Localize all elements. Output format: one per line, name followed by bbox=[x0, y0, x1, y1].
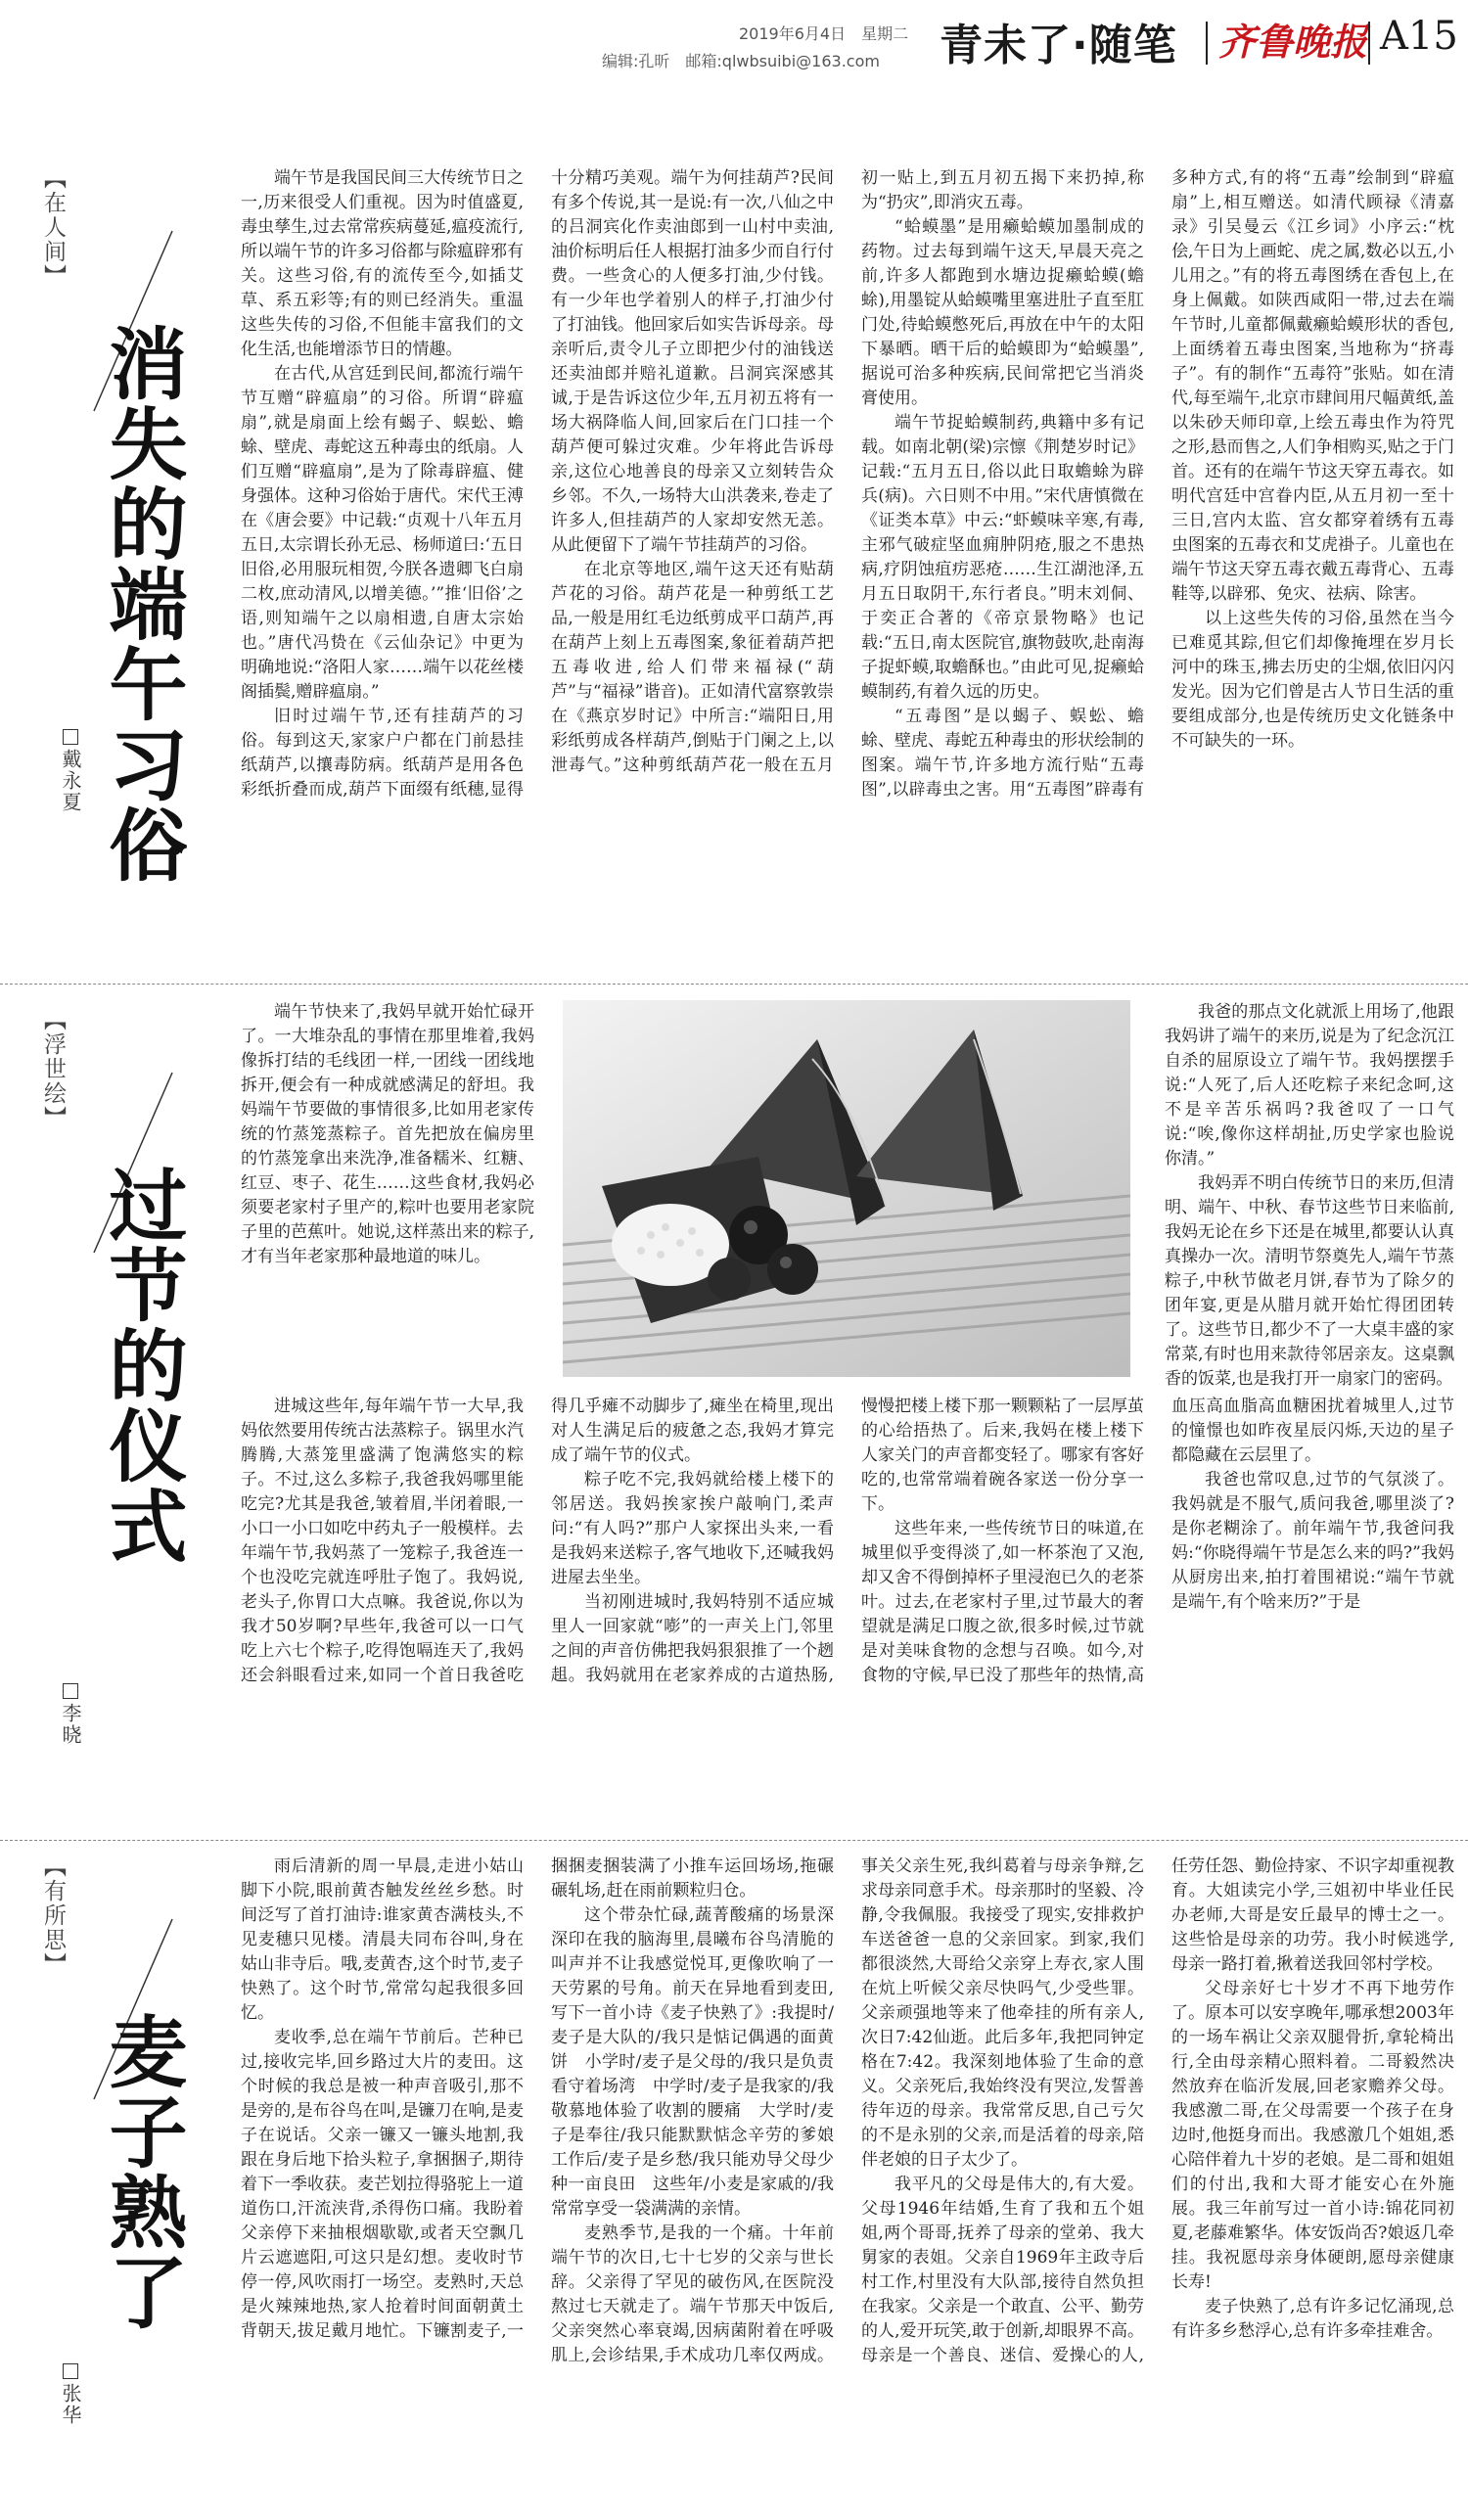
paragraph: “五毒图”是以蝎子、蜈蚣、蟾蜍、壁虎、毒蛇五种毒虫的形状绘制的图案。端午节,许多地方流行贴“五毒图”,以辟毒虫之害。用“五毒图”辟毒有多种方式,有的将“五毒”绘制到“辟瘟扇”上,相互赠送。如清代顾禄《清嘉录》引吴曼云《江乡词》小序云:“枕侩,午日为上画蛇、虎之属,数必以五,小儿用之。”有的将五毒图绣在香包上,在身上佩戴。如陕西咸阳一带,过去在端午节时,儿童都佩戴癞蛤蟆形状的香包,上面绣着五毒虫图案,当地称为“挤毒子”。有的制作“五毒符”张贴。如在清代,每至端午,北京市肆间用尺幅黄纸,盖以朱砂天师印章,上绘五毒虫作为符咒之形,悬而售之,人们争相购买,贴之于门首。还有的在端午节这天穿五毒衣。如明代宫廷中宫眷内臣,从五月初一至十三日,宫内太监、宫女都穿着绣有五毒虫图案的五毒衣和艾虎褂子。儿童也在端午节这天穿五毒衣戴五毒背心、五毒鞋等,以辟邪、免灾、祛病、除害。 bbox=[861, 168, 1454, 800]
paragraph: 进城这些年,每年端午节一大早,我妈依然要用传统古法蒸粽子。锅里水汽腾腾,大蒸笼里盛满了饱满悠实的粽子。不过,这么多粽子,我爸我妈哪里能吃完?尤其是我爸,皱着眉,半闭着眼,一小口一小口如吃中药丸子一般模样。去年端午节,我妈蒸了一笼粽子,我爸连一个也没吃完就连呼肚子饱了。我妈说,老头子,你胃口大点嘛。我爸说,你以为我才50岁啊?早些年,我爸可以一口气吃上六七个粽子,吃得饱嗝连天了,我妈还会斜眼看过来,如同一个首日我爸吃得几乎瘫不动脚步了,瘫坐在椅里,现出对人生满足后的疲惫之态,我妈才算完成了端午节的仪式。 bbox=[241, 1397, 834, 1685]
issue-date: 2019年6月4日 星期二 bbox=[739, 24, 909, 43]
column-title: 青未了·随笔 bbox=[940, 21, 1177, 70]
page-header bbox=[0, 0, 1468, 78]
paragraph: 雨后清新的周一早晨,走进小姑山脚下小院,眼前黄杏触发丝丝乡愁。时间泛写了首打油诗:谁家黄杏满枝头,不见麦穗只见楼。清晨夫同布谷叫,身在姑山非寺后。哦,麦黄杏,这个时节,麦子快熟了。这个时节,常常勾起我很多回忆。 bbox=[241, 1856, 524, 2023]
article-author: 戴永夏 bbox=[57, 729, 85, 813]
paragraph: 在北京等地区,端午这天还有贴葫芦花的习俗。葫芦花是一种剪纸工艺品,一般是用红毛边纸剪成平口葫芦,再在葫芦上刻上五毒图案,象征着葫芦把五毒收进,给人们带来福禄(“葫芦”与“福禄”谐音)。正如清代富察敦崇在《燕京岁时记》中所言:“端阳日,用彩纸剪成各样葫芦,倒贴于门阑之上,以泄毒气。”这种剪纸葫芦花一般在五月初一贴上,到五月初五揭下来扔掉,称为“扔灾”,即消灾五毒。 bbox=[551, 168, 1144, 775]
paragraph: 我爸的那点文化就派上用场了,他跟我妈讲了端午的来历,说是为了纪念沉江自杀的屈原设立了端午节。我妈摆摆手说:“人死了,后人还吃粽子来纪念呵,这不是辛苦乐祸吗?我爸叹了一口气说:“唉,像你这样胡扯,历史学家也脸说你清。” bbox=[1165, 1002, 1454, 1168]
article-title: 过节的仪式 bbox=[96, 1165, 187, 1566]
section-tag: 【有所思】 bbox=[40, 1855, 66, 1977]
article-body bbox=[241, 1855, 1454, 2505]
header-divider bbox=[1368, 22, 1370, 65]
paragraph: 在古代,从宫廷到民间,都流行端午节互赠“辟瘟扇”的习俗。所谓“辟瘟扇”,就是扇面上绘有蝎子、蜈蚣、蟾蜍、壁虎、毒蛇这五种毒虫的纸扇。人们互赠“辟瘟扇”,是为了除毒辟瘟、健身强体。这种习俗始于唐代。宋代王溥在《唐会要》中记载:“贞观十八年五月五日,太宗谓长孙无忌、杨师道曰:‘五日旧俗,必用服玩相贺,今朕各遗卿飞白扇二枚,庶动清风,以增美德。’”推‘旧俗’之语,则知端午之以扇相遗,自唐太宗始也。”唐代冯贽在《云仙杂记》中更为明确地说:“洛阳人家……端午以花丝楼阁插鬓,赠辟瘟扇。” bbox=[241, 364, 524, 702]
paragraph: 以上这些失传的习俗,虽然在当今已难觅其踪,但它们却像掩埋在岁月长河中的珠玉,拂去历史的尘烟,依旧闪闪发光。因为它们曾是古人节日生活的重要组成部分,也是传统历史文化链条中不可缺失的一环。 bbox=[1171, 609, 1454, 751]
paragraph: 这个带杂忙碌,蔬菁酸痛的场景深深印在我的脑海里,晨曦布谷鸟清脆的叫声并不让我感觉悦耳,更像吹响了一天劳累的号角。前天在异地看到麦田,写下一首小诗《麦子快熟了》:我提时/麦子是大队的/我只是惦记偶遇的面黄饼 小学时/麦子是父母的/我只是负责看守着场湾 中学时/麦子是我家的/我敬慕地体验了收割的腰痛 大学时/麦子是奉往/我只能默默惦念辛劳的爹娘 工作后/麦子是乡愁/我只能劝导父母少种一亩良田 这些年/小麦是家戚的/我常常享受一袋满满的亲情。 bbox=[551, 1905, 850, 2219]
section-divider bbox=[0, 984, 1468, 985]
paragraph: 麦子快熟了,总有许多记忆涌现,总有许多乡愁浮心,总有许多牵挂难舍。 bbox=[1171, 2297, 1454, 2341]
section-divider bbox=[0, 1840, 1468, 1841]
section-tag: 【浮世绘】 bbox=[40, 1008, 66, 1130]
section-tag: 【在人间】 bbox=[40, 166, 66, 289]
header-divider bbox=[1206, 22, 1208, 65]
paragraph: 端午节是我国民间三大传统节日之一,历来很受人们重视。因为时值盛夏,毒虫孳生,过去常常疾病蔓延,瘟疫流行,所以端午节的许多习俗都与除瘟辟邪有关。这些习俗,有的流传至今,如插艾草、系五彩等;有的则已经消失。重温这些失传的习俗,不但能丰富我们的文化生活,也能增添节日的情趣。 bbox=[241, 168, 524, 359]
article-author: 张华 bbox=[57, 2363, 85, 2426]
newspaper-logo: 齐鲁晚报 bbox=[1218, 20, 1368, 64]
article-title: 麦子熟了 bbox=[96, 2011, 187, 2332]
editor-info: 编辑:孔昕 邮箱:qlwbsuibi@163.com bbox=[602, 52, 880, 70]
paragraph: “蛤蟆墨”是用癞蛤蟆加墨制成的药物。过去每到端午这天,早晨天亮之前,许多人都跑到水塘边捉癞蛤蟆(蟾蜍),用墨锭从蛤蟆嘴里塞进肚子直至肛门处,待蛤蟆憋死后,再放在中午的太阳下暴晒。晒干后的蛤蟆即为“蛤蟆墨”,据说可治多种疾病,民间常把它当消炎膏使用。 bbox=[861, 217, 1144, 408]
paragraph: 这些年来,一些传统节日的味道,在城里似乎变得淡了,如一杯茶泡了又泡,却又舍不得倒掉杯子里浸泡已久的老茶叶。过去,在老家村子里,过节最大的奢望就是满足口腹之欲,很多时候,过节就是对美味食物的念想与召唤。如今,对食物的守候,早已没了那些年的热情,高血压高血脂高血糖困扰着城里人,过节的憧憬也如昨夜星辰闪烁,天边的星子都隐藏在云层里了。 bbox=[861, 1397, 1454, 1685]
paragraph: 我爸也常叹息,过节的气氛淡了。我妈就是不服气,质问我爸,哪里淡了?是你老糊涂了。前年端午节,我爸问我妈:“你晓得端午节是怎么来的吗?”我妈从厨房出来,拍打着围裙说:“端午节就是端午,有个啥来历?”于是 bbox=[1171, 1470, 1454, 1612]
page-number: A15 bbox=[1380, 14, 1458, 59]
paragraph: 旧时过端午节,还有挂葫芦的习俗。每到这天,家家户户都在门前悬挂纸葫芦,以攘毒防病。纸葫芦是用各色彩纸折叠而成,葫芦下面缀有纸穗,显得十分精巧美观。端午为何挂葫芦?民间有多个传说,其一是说:有一次,八仙之中的吕洞宾化作卖油郎到一山村中卖油,油价标明后任人根据打油多少而自行付费。一些贪心的人便多打油,少付钱。有一少年也学着别人的样子,打油少付了打油钱。他回家后如实告诉母亲。母亲听后,责令儿子立即把少付的油钱送还卖油郎并赔礼道歉。吕洞宾深感其诚,于是告诉这位少年,五月初五将有一场大祸降临人间,回家后在门口挂一个葫芦便可躲过灾难。少年将此告诉母亲,这位心地善良的母亲又立刻转告众乡邻。不久,一场特大山洪袭来,卷走了许多人,但挂葫芦的人家却安然无恙。从此便留下了端午节挂葫芦的习俗。 bbox=[241, 168, 834, 800]
zongzi-photo bbox=[563, 1000, 1130, 1377]
paragraph: 我妈弄不明白传统节日的来历,但清明、端午、中秋、春节这些节日来临前,我妈无论在乡下还是在城里,都要认认真真操办一次。清明节祭奠先人,端午节蒸粽子,中秋节做老月饼,春节为了除夕的团年宴,更是从腊月就开始忙得团团转了。这些节日,都少不了一大桌丰盛的家常菜,有时也用来款待邻居亲友。这桌飘香的饭菜,也是我打开一扇家门的密码。 bbox=[1165, 1173, 1454, 1387]
article-2-rail bbox=[37, 1008, 223, 1830]
article-title: 消失的端午习俗 bbox=[96, 323, 187, 885]
article-body-left bbox=[241, 1000, 534, 1387]
paragraph: 端午节快来了,我妈早就开始忙碌开了。一大堆杂乱的事情在那里堆着,我妈像拆打结的毛线团一样,一团线一团线地拆开,便会有一种成就感满足的舒坦。我妈端午节要做的事情很多,比如用老家传统的竹蒸笼蒸粽子。首先把放在偏房里的竹蒸笼拿出来洗净,准备糯米、红糖、红豆、枣子、花生……这些食材,我妈必须要老家村子里产的,粽叶也要用老家院子里的芭蕉叶。她说,这样蒸出来的粽子,才有当年老家那种最地道的味儿。 bbox=[241, 1002, 534, 1266]
article-3-rail bbox=[37, 1855, 223, 2500]
article-1-rail bbox=[37, 166, 223, 969]
paragraph: 麦熟季节,是我的一个痛。十年前端午节的次日,七十七岁的父亲与世长辞。父亲得了罕见的破伤风,在医院没熬过七天就走了。端午节那天中饭后,父亲突然心率衰竭,因病菌附着在呼吸肌上,会诊结果,手术成功几率仅两成。事关父亲生死,我纠葛着与母亲争辩,乞求母亲同意手术。母亲那时的坚毅、冷静,令我佩服。我接受了现实,安排救护车送爸爸一息的父亲回家。到家,我们都很淡然,大哥给父亲穿上寿衣,家人围在炕上听候父亲尽快吗气,少受些罪。父亲顽强地等来了他牵挂的所有亲人,次日7:42仙逝。此后多年,我把同钟定格在7:42。我深刻地体验了生命的意义。父亲死后,我始终没有哭泣,发誓善待年迈的母亲。我常常反思,自己亏欠的不是永别的父亲,而是活着的母亲,陪伴老娘的日子太少了。 bbox=[551, 1856, 1144, 2365]
article-body-right bbox=[1165, 1000, 1454, 1387]
paragraph: 麦收季,总在端午节前后。芒种已过,接收完毕,回乡路过大片的麦田。这个时候的我总是被一种声音吸引,那不是旁的,是布谷鸟在叫,是镰刀在响,是麦子在说话。父亲一镰又一镰头地割,我跟在身后地下拾头粒子,拿捆捆子,期待着下一季收获。麦芒划拉得骆驼上一道道伤口,汗流浃背,杀得伤口痛。我盼着父亲停下来抽根烟歇歇,或者天空飘几片云遮遮阳,可这只是幻想。麦收时节停一停,风吹雨打一场空。麦熟时,天总是火辣辣地热,家人抢着时间面朝黄土背朝天,拔足戴月地忙。下镰割麦子,一捆捆麦捆装满了小推车运回场场,拖碾碾轧场,赶在雨前颗粒归仓。 bbox=[241, 1856, 834, 2341]
paragraph: 粽子吃不完,我妈就给楼上楼下的邻居送。我妈挨家挨户敲响门,柔声问:“有人吗?”那户人家探出头来,一看是我妈来送粽子,客气地收下,还喊我妈进屋去坐坐。 bbox=[551, 1470, 834, 1587]
paragraph: 当初刚进城时,我妈特别不适应城里人一回家就“嘭”的一声关上门,邻里之间的声音仿佛把我妈狠狠推了一个趔趄。我妈就用在老家养成的古道热肠,慢慢把楼上楼下那一颗颗粘了一层厚茧的心给捂热了。后来,我妈在楼上楼下人家关门的声音都变轻了。哪家有客好吃的,也常常端着碗各家送一份分享一下。 bbox=[551, 1397, 1144, 1685]
paragraph: 父母亲好七十岁才不再下地劳作了。原本可以安享晚年,哪承想2003年的一场车祸让父亲双腿骨折,拿轮椅出行,全由母亲精心照料着。二哥毅然决然放弃在临沂发展,回老家赡养父母。我感激二哥,在父母需要一个孩子在身边时,他挺身而出。我感激几个姐姐,悉心陪伴着九十岁的老娘。是二哥和姐姐们的付出,我和大哥才能安心在外施展。我三年前写过一首小诗:锦花同初夏,老藤难繁华。体安饭尚否?娘返几牵挂。我祝愿母亲身体硬朗,愿母亲健康长寿! bbox=[1171, 1979, 1454, 2292]
article-author: 李晓 bbox=[57, 1683, 85, 1746]
paragraph: 我平凡的父母是伟大的,有大爱。父母1946年结婚,生育了我和五个姐姐,两个哥哥,抚养了母亲的堂弟、我大舅家的表姐。父亲自1969年主政寺后村工作,村里没有大队部,接待自然负担在我家。父亲是一个敢直、公平、勤劳的人,爱开玩笑,敢于创新,却眼界不高。母亲是一个善良、迷信、爱操心的人,任劳任怨、勤俭持家、不识字却重视教育。大姐读完小学,三姐初中毕业任民办老师,大哥是安丘最早的博士之一。这些恰是母亲的功劳。我小时候逃学,母亲一路打着,揪着送我回邻村学校。 bbox=[861, 1856, 1454, 2365]
paragraph: 端午节捉蛤蟆制药,典籍中多有记载。如南北朝(梁)宗懔《荆楚岁时记》记载:“五月五日,俗以此日取蟾蜍为辟兵(病)。六日则不中用。”宋代唐慎微在《证类本草》中云:“虾蟆味辛寒,有毒,主邪气破症坚血痈肿阴疮,服之不患热病,疗阴蚀疽疠恶疮……生江湖池泽,五月五日取阴干,东行者良。”明末刘侗、于奕正合著的《帝京景物略》也记载:“五日,南太医院官,旗物鼓吹,赴南海子捉虾蟆,取蟾酥也。”由此可见,捉癞蛤蟆制药,有着久远的历史。 bbox=[861, 413, 1144, 702]
article-body bbox=[241, 166, 1454, 964]
article-body-bottom bbox=[241, 1395, 1454, 1825]
